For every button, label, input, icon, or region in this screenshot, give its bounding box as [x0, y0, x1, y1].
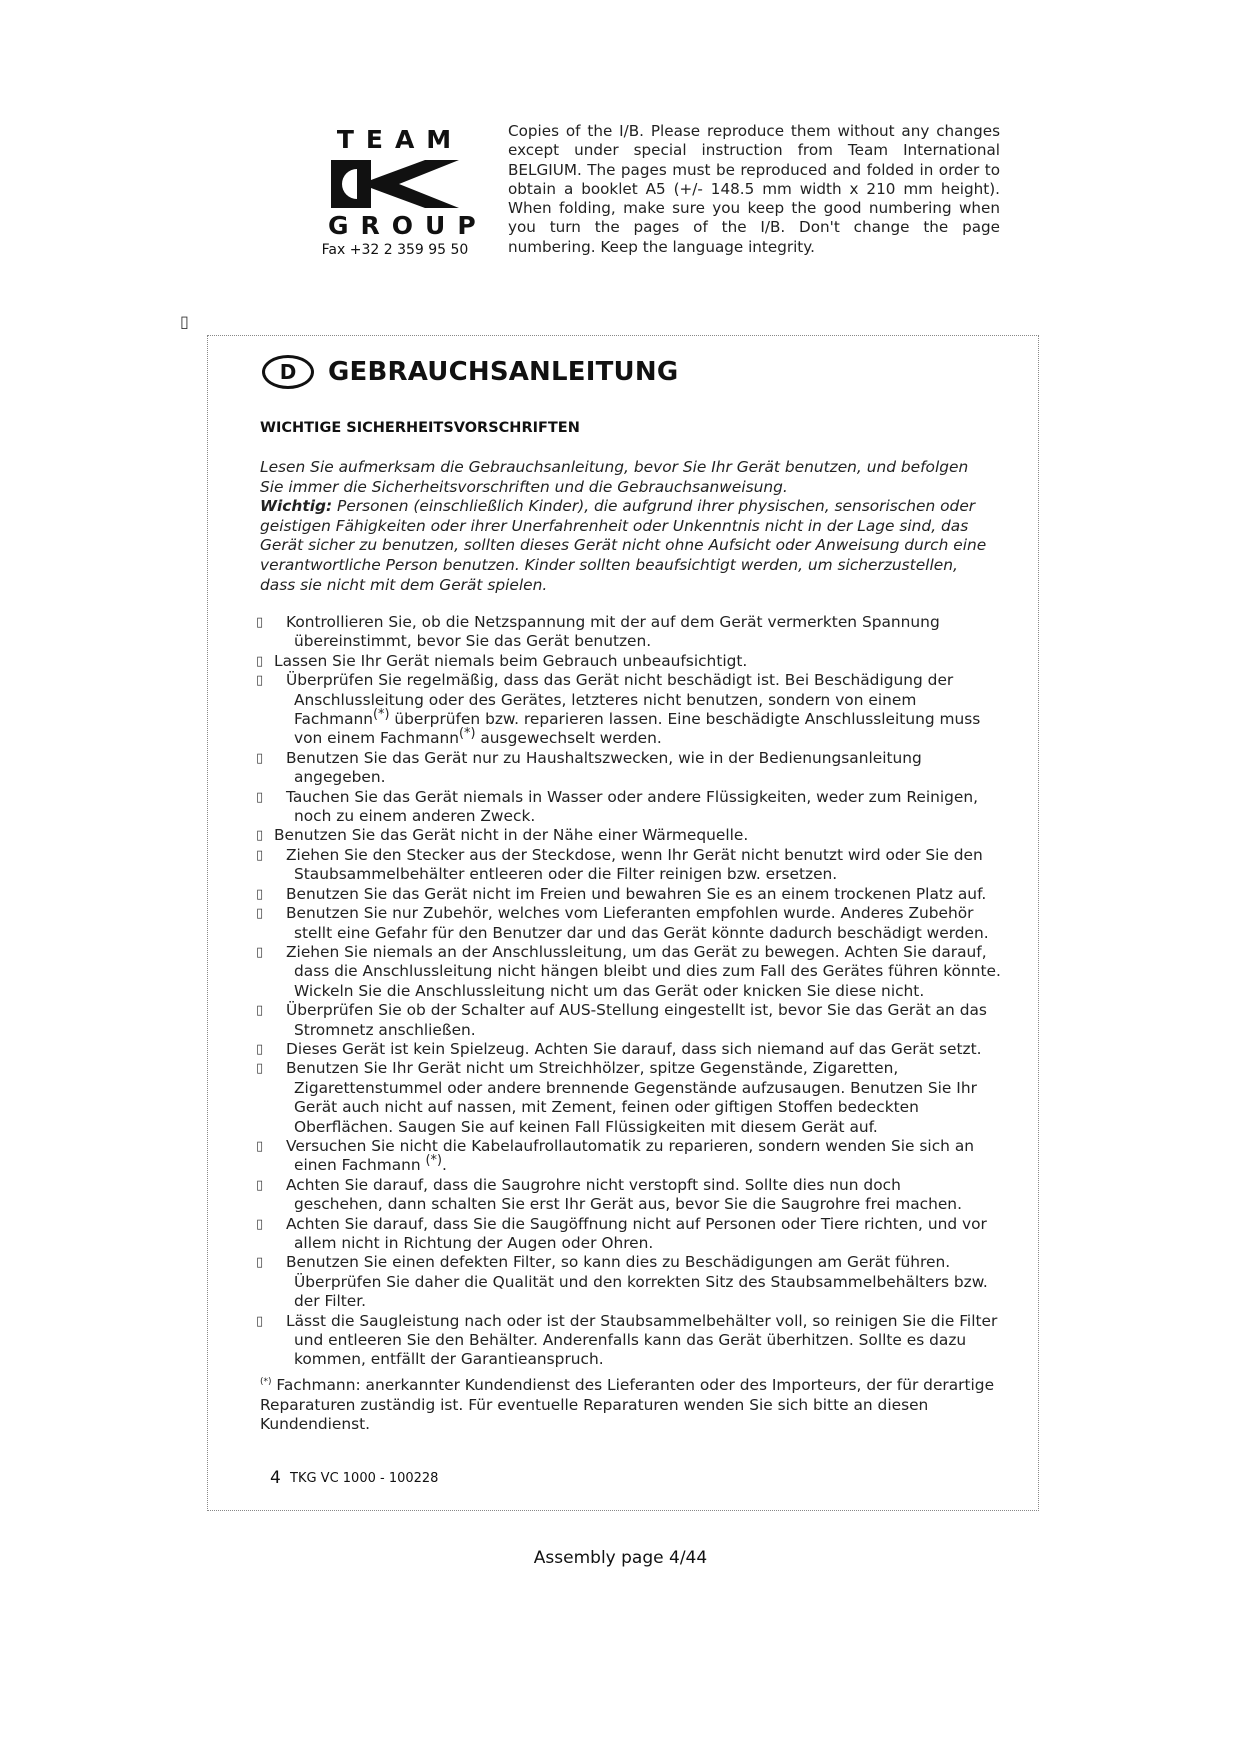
bullet-icon: ▯ [256, 1138, 264, 1154]
model-code: TKG VC 1000 - 100228 [290, 1471, 439, 1486]
stray-bullet-marker: ▯ [180, 312, 189, 331]
safety-item-text-part: dass die Anschlussleitung nicht hängen bleibt und dies zum Fall des Gerätes führen könnte. Wickeln Sie die Anschlussleitung nicht um das Gerät oder knicken Sie diese nicht. [294, 962, 1001, 1000]
safety-item-continuation [286, 865, 1008, 884]
footnote-reference: (*) [373, 706, 390, 722]
safety-item-continuation [286, 1021, 1008, 1040]
page-title: GEBRAUCHSANLEITUNG [328, 357, 679, 387]
safety-item [256, 943, 1008, 1001]
booklet-page-number: 4 [270, 1468, 281, 1488]
bullet-icon: ▯ [256, 828, 264, 844]
safety-item-text-part: ausgewechselt werden. [475, 729, 662, 748]
safety-item [256, 749, 1008, 788]
safety-item [256, 904, 1008, 943]
safety-item [256, 885, 1008, 904]
safety-item-text: Ziehen Sie niemals an der Anschlussleitung, um das Gerät zu bewegen. Achten Sie darauf, [286, 942, 987, 961]
important-paragraph [260, 497, 996, 595]
fax-number: Fax +32 2 359 95 50 [321, 242, 469, 258]
safety-item-continuation [286, 1234, 1008, 1253]
bullet-icon: ▯ [256, 1061, 264, 1077]
safety-item-continuation [286, 962, 1008, 1001]
reproduction-instructions: Copies of the I/B. Please reproduce them without any changes except under special instruction from Team International BELGIUM. The pages must be reproduced and folded in order to obtain a booklet A5 (+/- 148.5 mm width x 210 mm height). When folding, make sure you keep the good numbering when you turn the pages of the I/B. Don't change the page numbering. Keep the language integrity. [508, 122, 1000, 256]
safety-item [256, 1176, 1008, 1215]
bullet-icon: ▯ [256, 789, 264, 805]
safety-item-text-part: geschehen, dann schalten Sie erst Ihr Gerät aus, bevor Sie die Saugrohre frei machen. [294, 1195, 962, 1214]
bullet-icon: ▯ [256, 653, 264, 669]
safety-item-text-part: . [441, 1156, 447, 1175]
assembly-page-label: Assembly page 4/44 [533, 1548, 708, 1568]
safety-item-continuation [286, 632, 1008, 651]
footnote [260, 1376, 1004, 1435]
bullet-icon: ▯ [256, 906, 264, 922]
bullet-icon: ▯ [256, 1003, 264, 1019]
safety-item-continuation [286, 924, 1008, 943]
safety-item [256, 846, 1008, 885]
important-label: Wichtig: [260, 497, 333, 516]
section-heading: WICHTIGE SICHERHEITSVORSCHRIFTEN [260, 420, 580, 436]
safety-item [256, 1312, 1008, 1370]
safety-item-text-part: überprüfen bzw. reparieren lassen. Eine beschädigte Anschlussleitung muss von einem Fachmann [294, 710, 981, 748]
safety-item-text-part: Zigarettenstummel oder andere brennende Gegenstände aufzusaugen. Benutzen Sie Ihr Gerät auch nicht auf nassen, mit Zement, feinen oder giftigen Stoffen bedeckten Oberflächen. Saugen Sie auf keinen Fall Flüssigkeiten mit diesem Gerät auf. [294, 1078, 977, 1136]
safety-item-text: Benutzen Sie das Gerät nicht im Freien und bewahren Sie es an einem trockenen Platz auf. [286, 884, 987, 903]
safety-item-text: Ziehen Sie den Stecker aus der Steckdose, wenn Ihr Gerät nicht benutzt wird oder Sie den [286, 845, 983, 864]
safety-item [256, 1001, 1008, 1040]
safety-item-text-part: noch zu einem anderen Zweck. [294, 807, 536, 826]
safety-item-text: Tauchen Sie das Gerät niemals in Wasser oder andere Flüssigkeiten, weder zum Reinigen, [286, 787, 979, 806]
safety-item-continuation [286, 691, 1008, 749]
safety-item [256, 1059, 1008, 1137]
bullet-icon: ▯ [256, 615, 264, 630]
safety-item [256, 788, 1008, 827]
footnote-mark: (*) [260, 1376, 272, 1387]
safety-item [256, 613, 1008, 652]
safety-item-text-part: stellt eine Gefahr für den Benutzer dar und das Gerät könnte dadurch beschädigt werden. [294, 923, 989, 942]
bullet-icon: ▯ [256, 1255, 264, 1271]
safety-list [256, 613, 1008, 1370]
safety-item-text-part: Überprüfen Sie daher die Qualität und den korrekten Sitz des Staubsammelbehälters bzw. der Filter. [294, 1272, 988, 1311]
safety-item [256, 1253, 1008, 1311]
bullet-icon: ▯ [256, 1216, 264, 1232]
safety-item-continuation [286, 1153, 1008, 1175]
safety-item-continuation [286, 1273, 1008, 1312]
safety-item-text: Dieses Gerät ist kein Spielzeug. Achten Sie darauf, dass sich niemand auf das Gerät setzt. [286, 1039, 982, 1058]
logo-k-mark [329, 158, 461, 210]
bullet-icon: ▯ [256, 847, 264, 863]
bullet-icon: ▯ [256, 673, 264, 689]
safety-item-text-part: angegeben. [294, 768, 386, 787]
safety-item-text: Benutzen Sie das Gerät nicht in der Nähe einer Wärmequelle. [274, 826, 749, 845]
safety-item-text: Lässt die Saugleistung nach oder ist der Staubsammelbehälter voll, so reinigen Sie die Filter [286, 1311, 998, 1330]
safety-item-text: Lassen Sie Ihr Gerät niemals beim Gebrauch unbeaufsichtigt. [274, 651, 748, 670]
safety-item [256, 1137, 1008, 1176]
bullet-icon: ▯ [256, 1177, 264, 1193]
safety-item-text: Überprüfen Sie regelmäßig, dass das Gerät nicht beschädigt ist. Bei Beschädigung der [286, 671, 954, 690]
footnote-text: Fachmann: anerkannter Kundendienst des Lieferanten oder des Importeurs, der für derartige Reparaturen zuständig ist. Für eventuelle Reparaturen wenden Sie sich bitte an diesen Kundendienst. [260, 1376, 995, 1434]
bullet-icon: ▯ [256, 1313, 264, 1329]
safety-item [256, 1040, 1008, 1059]
bullet-icon: ▯ [256, 1041, 264, 1057]
safety-item-text-part: Stromnetz anschließen. [294, 1020, 476, 1039]
team-group-logo [318, 125, 488, 258]
bullet-icon: ▯ [256, 886, 264, 902]
safety-item-text: Achten Sie darauf, dass Sie die Saugöffnung nicht auf Personen oder Tiere richten, und vor [286, 1214, 987, 1233]
language-badge: D [262, 355, 314, 389]
safety-item-text: Benutzen Sie einen defekten Filter, so kann dies zu Beschädigungen am Gerät führen. [286, 1253, 951, 1272]
safety-item [256, 652, 1008, 671]
page-title-row [262, 355, 678, 389]
safety-item [256, 826, 1008, 845]
safety-item-continuation [286, 1195, 1008, 1214]
safety-item-text-part: übereinstimmt, bevor Sie das Gerät benutzen. [294, 632, 652, 651]
safety-item-continuation [286, 807, 1008, 826]
bullet-icon: ▯ [256, 944, 264, 960]
footnote-reference: (*) [425, 1153, 442, 1169]
intro-paragraph: Lesen Sie aufmerksam die Gebrauchsanleitung, bevor Sie Ihr Gerät benutzen, und befolgen Sie immer die Sicherheitsvorschriften und die Gebrauchsanweisung. [260, 458, 969, 496]
safety-item-continuation [286, 1079, 1008, 1137]
safety-item-text-part: Staubsammelbehälter entleeren oder die Filter reinigen bzw. ersetzen. [294, 865, 838, 884]
safety-item [256, 671, 1008, 749]
important-text: Personen (einschließlich Kinder), die aufgrund ihrer physischen, sensorischen oder geistigen Fähigkeiten oder ihrer Unerfahrenheit oder Unkenntnis nicht in der Lage sind, das Gerät sicher zu benutzen, sollten dieses Gerät nicht ohne Aufsicht oder Anweisung durch eine verantwortliche Person benutzen. Kinder sollten beaufsichtigt werden, um sicherzustellen, dass sie nicht mit dem Gerät spielen. [260, 497, 987, 594]
safety-item-text: Benutzen Sie Ihr Gerät nicht um Streichhölzer, spitze Gegenstände, Zigaretten, [286, 1059, 899, 1078]
safety-item [256, 1215, 1008, 1254]
intro-text [260, 458, 996, 595]
safety-item-text: Kontrollieren Sie, ob die Netzspannung mit der auf dem Gerät vermerkten Spannung [286, 613, 940, 631]
safety-item-continuation [286, 1331, 1008, 1370]
safety-item-text-part: und entleeren Sie den Behälter. Anderenfalls kann das Gerät überhitzen. Sollte es dazu kommen, entfällt der Garantieanspruch. [294, 1331, 967, 1369]
safety-item-text: Benutzen Sie nur Zubehör, welches vom Lieferanten empfohlen wurde. Anderes Zubehör [286, 904, 974, 923]
logo-top-word: TEAM [336, 125, 464, 154]
safety-item-text-part: Anschlussleitung oder des Gerätes, letzteres nicht benutzen, sondern von einem Fachmann [294, 690, 917, 729]
safety-item-text: Benutzen Sie das Gerät nur zu Haushaltszwecken, wie in der Bedienungsanleitung [286, 748, 922, 767]
safety-item-continuation [286, 768, 1008, 787]
logo-bottom-word: GROUP [328, 211, 488, 240]
bullet-icon: ▯ [256, 750, 264, 766]
safety-item-text: Achten Sie darauf, dass die Saugrohre nicht verstopft sind. Sollte dies nun doch [286, 1175, 901, 1194]
safety-item-text-part: allem nicht in Richtung der Augen oder Ohren. [294, 1234, 654, 1252]
safety-item-text-part: einen Fachmann [294, 1156, 426, 1175]
footnote-reference: (*) [459, 726, 476, 742]
safety-item-text: Überprüfen Sie ob der Schalter auf AUS-Stellung eingestellt ist, bevor Sie das Gerät an das [286, 1001, 987, 1020]
safety-item-text: Versuchen Sie nicht die Kabelaufrollautomatik zu reparieren, sondern wenden Sie sich an [286, 1136, 975, 1155]
